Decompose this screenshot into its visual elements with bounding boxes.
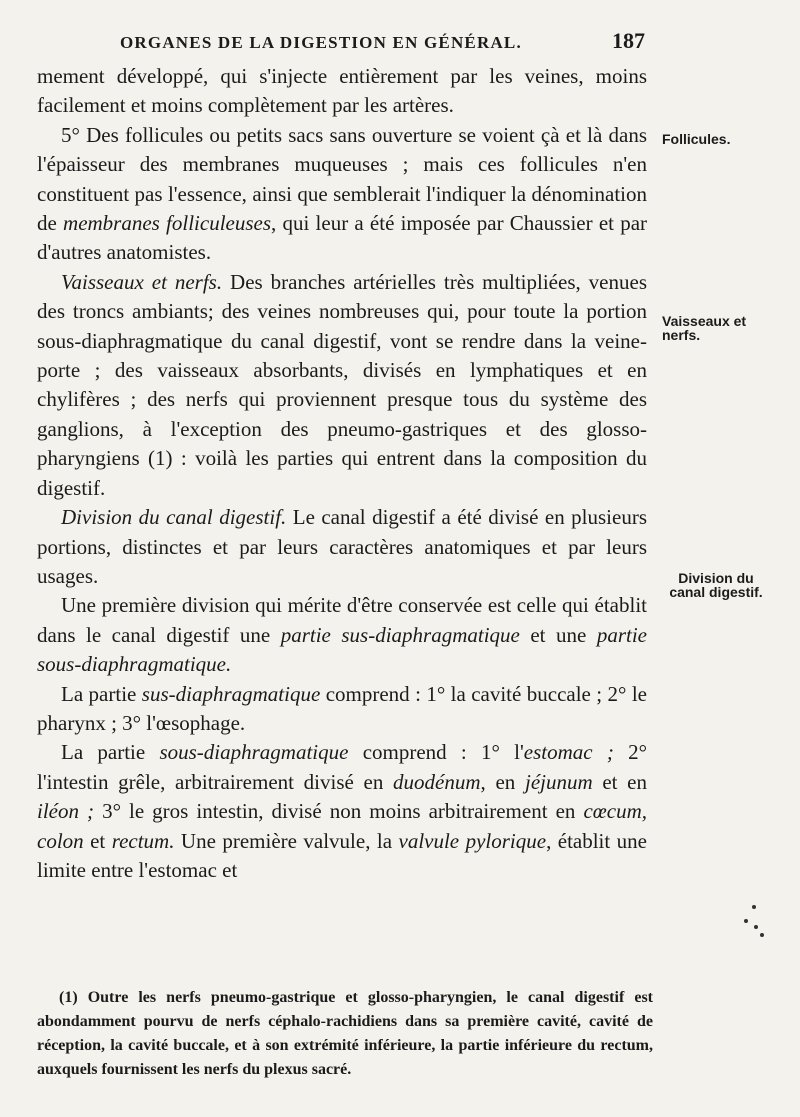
term: partie sus-diaphragmatique [280,622,520,647]
term: duodénum [393,769,481,794]
paragraph: Vaisseaux et nerfs. Des branches artérielles très multipliées, venues des troncs ambiants; des veines nombreuses qui, pour toute la portion sous-diaphragmatique du canal digestif, vont se rendre dans la veine-porte ; des vaisseaux absorbants, divisés en lymphatiques et en chylifères ; des nerfs qui proviennent presque tous du système des ganglions, à l'exception des pneumo-gastriques et des glosso-pharyngiens (1) : voilà les parties qui entrent dans la composition du digestif. [37,269,647,500]
ink-speck [754,925,758,929]
footnote [37,986,653,1082]
term: sus-diaphragmatique [141,681,321,706]
ink-speck [760,933,764,937]
paragraph: Une première division qui mérite d'être conservée est celle qui établit dans le canal digestif une partie sus-diaphragmatique et une partie sous-diaphragmatique. [37,593,647,677]
paragraph: mement développé, qui s'injecte entièrement par les veines, moins facilement et moins complètement par les artères. [37,64,647,118]
margin-note-division: Division du canal digestif. [669,570,763,600]
running-title: ORGANES DE LA DIGESTION EN GÉNÉRAL. [120,33,522,52]
term: estomac ; [523,740,614,765]
margin-note-follicules: Follicules. [662,131,731,147]
term: rectum. [111,828,175,853]
term: sous-diaphragmatique [159,740,349,765]
term: membranes folliculeuses [63,211,272,236]
ink-speck [744,919,748,923]
margin-note-vaisseaux: Vaisseaux et nerfs. [662,313,747,343]
section-heading: Division du canal digestif. [61,505,287,530]
ink-speck [752,905,756,909]
term: iléon ; [37,799,95,824]
term: jéjunum [524,769,593,794]
term: cœcum, colon [37,799,648,853]
term: partie sous-diaphragmatique. [37,622,647,677]
section-heading: Vaisseaux et nerfs. [61,269,223,294]
paragraph: 5° Des follicules ou petits sacs sans ouverture se voient çà et là dans l'épaisseur des membranes muqueuses ; mais ces follicules n'en constituent pas l'essence, ainsi que semblerait l'indiquer la dénomination de membranes folliculeuses, qui leur a été imposée par Chaussier et par d'autres anatomistes. [37,122,648,265]
page-header [120,28,645,54]
footnote-text: (1) Outre les nerfs pneumo-gastrique et glosso-pharyngien, le canal digestif est abondamment pourvu de nerfs céphalo-rachidiens dans sa première cavité, cavité de réception, la cavité buccale, et à son extrémité inférieure, la partie inférieure du rectum, auxquels fournissent les nerfs du plexus sacré. [37,989,653,1078]
page-number: 187 [612,28,645,53]
paragraph: La partie sus-diaphragmatique comprend : 1° la cavité buccale ; 2° le pharynx ; 3° l'œsophage. [37,681,647,735]
body-text [37,62,647,885]
term: valvule pylorique [398,828,547,853]
paragraph: La partie sous-diaphragmatique comprend : 1° l'estomac ; 2° l'intestin grêle, arbitrairement divisé en duodénum, en jéjunum et en iléon ; 3° le gros intestin, divisé non moins arbitrairement en cœcum, colon et rectum. Une première valvule, la valvule pylorique, établit une limite entre l'estomac et [37,740,648,882]
paragraph: Division du canal digestif. Le canal digestif a été divisé en plusieurs portions, distinctes et par leurs caractères anatomiques et par leurs usages. [37,505,647,588]
